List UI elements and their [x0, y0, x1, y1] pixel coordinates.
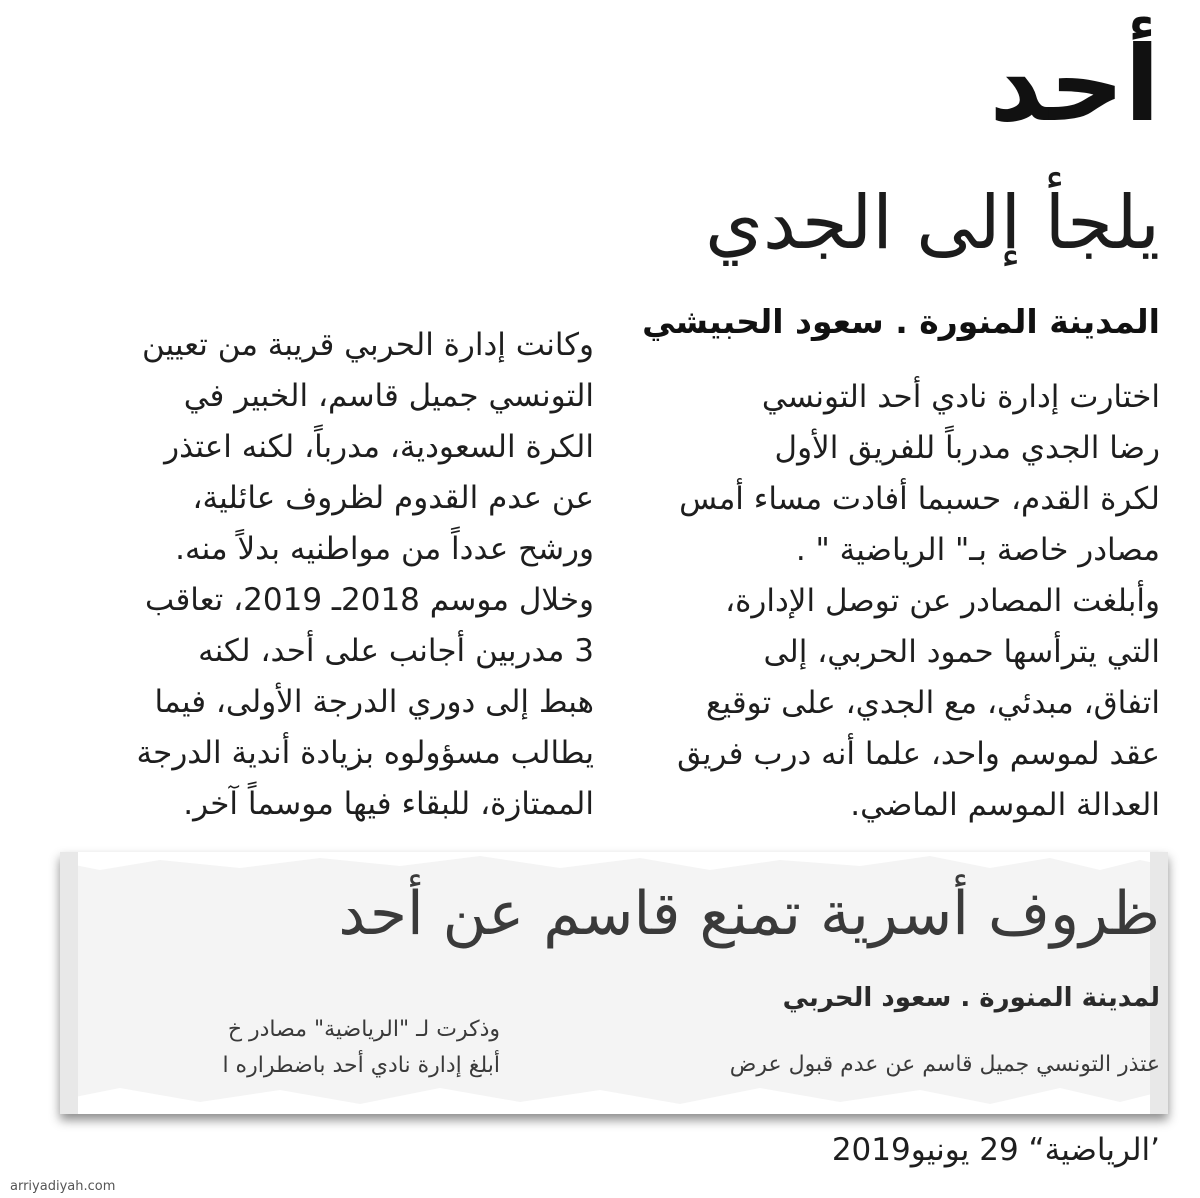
body-line: يطالب مسؤولوه بزيادة أندية الدرجة [136, 735, 594, 771]
clipping-caption: ’الرياضية“ 29 يونيو2019 [831, 1132, 1160, 1168]
body-line: وكانت إدارة الحربي قريبة من تعيين [141, 327, 594, 363]
body-line: الكرة السعودية، مدرباً، لكنه اعتذر [164, 429, 594, 465]
body-line: الممتازة، للبقاء فيها موسماً آخر. [183, 786, 594, 822]
body-line: رضا الجدي مدرباً للفريق الأول [774, 430, 1160, 466]
body-line: التي يترأسها حمود الحربي، إلى [763, 634, 1160, 670]
body-line: اتفاق، مبدئي، مع الجدي، على توقيع [705, 685, 1160, 721]
body-line: عقد لموسم واحد، علما أنه درب فريق [677, 736, 1160, 772]
body-line: ورشح عدداً من مواطنيه بدلاً منه. [175, 531, 594, 567]
article-headline: يلجأ إلى الجدي [705, 180, 1160, 266]
body-line: لكرة القدم، حسبما أفادت مساء أمس [679, 481, 1160, 517]
body-line: 3 مدربين أجانب على أحد، لكنه [198, 633, 594, 669]
article-byline: المدينة المنورة . سعود الحبيشي [642, 302, 1160, 341]
clipping-line: وذكرت لـ "الرياضية" مصادر خ [227, 1017, 500, 1042]
body-line: التونسي جميل قاسم، الخبير في [183, 378, 594, 414]
body-line: وأبلغت المصادر عن توصل الإدارة، [725, 583, 1160, 619]
article-left-column [69, 320, 594, 830]
clipping-line: أبلغ إدارة نادي أحد باضطراره ا [222, 1053, 500, 1078]
clipping-byline: لمدينة المنورة . سعود الحربي [782, 983, 1160, 1013]
site-watermark: arriyadiyah.com [10, 1179, 116, 1194]
old-article-clipping [60, 852, 1168, 1114]
article-right-column [640, 372, 1160, 831]
body-line: مصادر خاصة بـ" الرياضية " . [795, 532, 1160, 568]
body-line: عن عدم القدوم لظروف عائلية، [192, 480, 594, 516]
clipping-right-column [730, 1047, 1160, 1083]
body-line: هبط إلى دوري الدرجة الأولى، فيما [154, 684, 594, 720]
clipping-headline: ظروف أسرية تمنع قاسم عن أحد [338, 879, 1160, 949]
article-kicker: أحد [989, 23, 1160, 145]
body-line: اختارت إدارة نادي أحد التونسي [761, 379, 1160, 415]
clipping-left-column [222, 1012, 500, 1084]
body-line: العدالة الموسم الماضي. [850, 787, 1160, 823]
body-line: وخلال موسم 2018ـ 2019، تعاقب [145, 582, 594, 618]
clipping-line: عتذر التونسي جميل قاسم عن عدم قبول عرض [729, 1052, 1160, 1077]
